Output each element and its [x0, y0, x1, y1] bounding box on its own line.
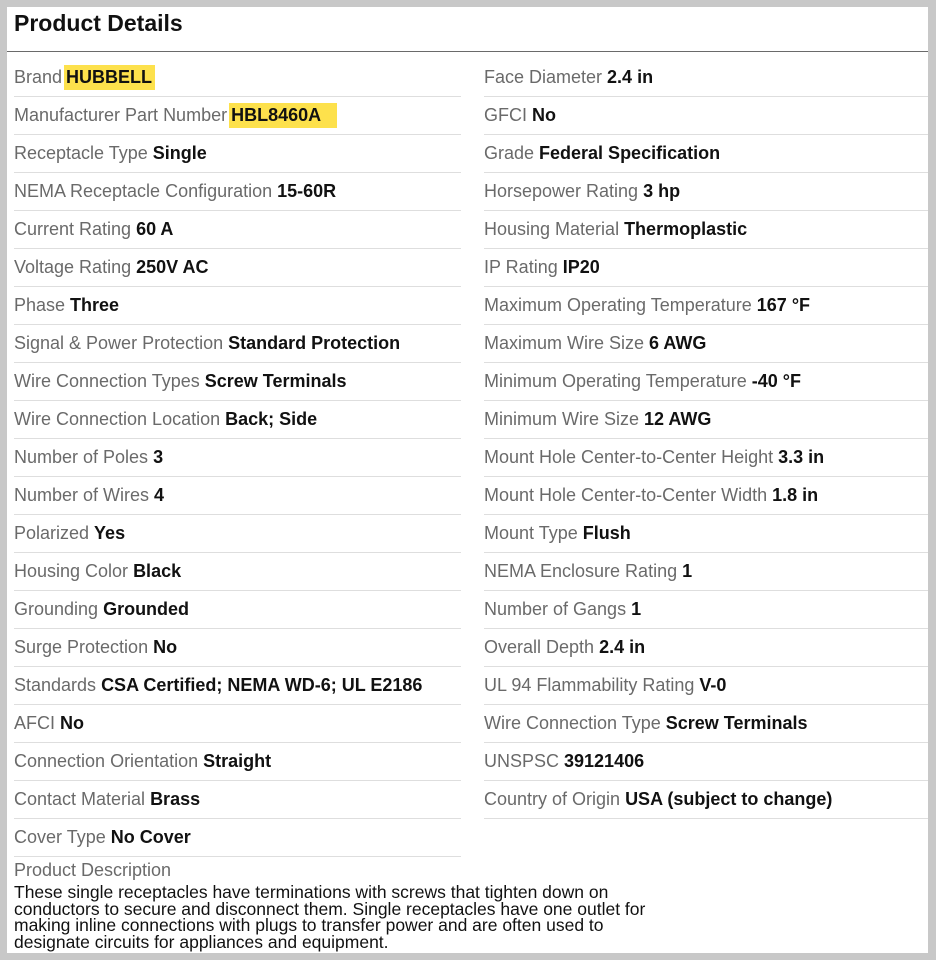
spec-row-phase — [14, 287, 461, 325]
spec-value: 2.4 in — [599, 637, 646, 657]
spec-row-polarized — [14, 515, 461, 553]
spec-value: No — [60, 713, 85, 733]
spec-value: 6 AWG — [649, 333, 707, 353]
spec-row-manufacturer-part-number — [14, 97, 461, 135]
spec-row-nema-enclosure-rating — [484, 553, 928, 591]
spec-label: Cover Type — [14, 827, 106, 847]
spec-value: Screw Terminals — [204, 371, 347, 391]
spec-label: Current Rating — [14, 219, 132, 239]
page-title: Product Details — [14, 10, 183, 36]
title-divider — [7, 51, 928, 52]
spec-row-ul94-flammability-rating — [484, 667, 928, 705]
spec-row-minimum-operating-temperature — [484, 363, 928, 401]
spec-label: NEMA Enclosure Rating — [484, 561, 678, 581]
spec-row-mount-type — [484, 515, 928, 553]
spec-value: Single — [152, 143, 207, 163]
spec-label: Contact Material — [14, 789, 146, 809]
spec-value: 3 — [153, 447, 164, 467]
spec-label: Receptacle Type — [14, 143, 148, 163]
spec-row-maximum-operating-temperature — [484, 287, 928, 325]
spec-row-cover-type — [14, 819, 461, 857]
spec-value: Flush — [582, 523, 631, 543]
spec-row-standards — [14, 667, 461, 705]
spec-label: Horsepower Rating — [484, 181, 639, 201]
spec-value: 3 hp — [643, 181, 681, 201]
spec-label: UNSPSC — [484, 751, 560, 771]
spec-label: Standards — [14, 675, 97, 695]
spec-value: Straight — [203, 751, 272, 771]
spec-value: Thermoplastic — [624, 219, 748, 239]
spec-label: NEMA Receptacle Configuration — [14, 181, 273, 201]
spec-row-number-of-wires — [14, 477, 461, 515]
spec-label: Voltage Rating — [14, 257, 132, 277]
spec-row-wire-connection-location — [14, 401, 461, 439]
spec-label: Wire Connection Type — [484, 713, 661, 733]
spec-row-horsepower-rating — [484, 173, 928, 211]
spec-row-wire-connection-type — [484, 705, 928, 743]
spec-row-gfci — [484, 97, 928, 135]
spec-row-housing-material — [484, 211, 928, 249]
spec-label: Manufacturer Part Number — [14, 105, 228, 125]
spec-label: Minimum Wire Size — [484, 409, 640, 429]
spec-value: 167 °F — [756, 295, 811, 315]
spec-label: Grounding — [14, 599, 99, 619]
spec-value: No — [532, 105, 556, 125]
spec-label: AFCI — [14, 713, 56, 733]
spec-value: USA (subject to change) — [625, 789, 833, 809]
spec-label: Country of Origin — [484, 789, 621, 809]
spec-row-mount-hole-width — [484, 477, 928, 515]
spec-value: Black — [133, 561, 182, 581]
spec-value: No Cover — [110, 827, 191, 847]
spec-row-country-of-origin — [484, 781, 928, 819]
spec-label: Housing Material — [484, 219, 620, 239]
spec-row-contact-material — [14, 781, 461, 819]
spec-value: V-0 — [699, 675, 727, 695]
spec-value: 60 A — [136, 219, 174, 239]
spec-value: Back; Side — [225, 409, 318, 429]
spec-label: Number of Gangs — [484, 599, 627, 619]
spec-label: Housing Color — [14, 561, 129, 581]
spec-label: Signal & Power Protection — [14, 333, 224, 353]
spec-row-wire-connection-types — [14, 363, 461, 401]
spec-value: -40 °F — [751, 371, 801, 391]
spec-row-connection-orientation — [14, 743, 461, 781]
part-number-value-highlighted: HBL8460A — [229, 103, 337, 128]
spec-row-face-diameter — [484, 59, 928, 97]
spec-label: Overall Depth — [484, 637, 595, 657]
spec-column-right — [484, 59, 928, 819]
spec-value: 12 AWG — [644, 409, 712, 429]
spec-row-grade — [484, 135, 928, 173]
spec-row-brand — [14, 59, 461, 97]
spec-row-maximum-wire-size — [484, 325, 928, 363]
spec-value: CSA Certified; NEMA WD-6; UL E2186 — [101, 675, 423, 695]
product-description-label: Product Description — [14, 860, 172, 880]
spec-label: Mount Type — [484, 523, 578, 543]
spec-value: Brass — [150, 789, 201, 809]
spec-value: 1 — [682, 561, 693, 581]
spec-label: Minimum Operating Temperature — [484, 371, 747, 391]
brand-value-highlighted: HUBBELL — [64, 65, 155, 90]
spec-value: IP20 — [562, 257, 600, 277]
spec-row-overall-depth — [484, 629, 928, 667]
spec-value: Screw Terminals — [665, 713, 808, 733]
spec-row-number-of-gangs — [484, 591, 928, 629]
spec-label: Face Diameter — [484, 67, 603, 87]
spec-value: 1 — [631, 599, 642, 619]
spec-row-grounding — [14, 591, 461, 629]
spec-label: Number of Wires — [14, 485, 150, 505]
spec-row-mount-hole-height — [484, 439, 928, 477]
spec-label: IP Rating — [484, 257, 558, 277]
spec-row-receptacle-type — [14, 135, 461, 173]
spec-row-afci — [14, 705, 461, 743]
spec-label: Wire Connection Location — [14, 409, 221, 429]
spec-value: Three — [70, 295, 120, 315]
spec-row-minimum-wire-size — [484, 401, 928, 439]
product-description-text: These single receptacles have terminations with screws that tighten down on conductors to secure and disconnect them. Single receptacles have one outlet for making inline connections with plugs to transfer power and are often used to designate circuits for appliances and equipment. — [14, 882, 646, 952]
spec-value: Grounded — [103, 599, 190, 619]
spec-value: 250V AC — [136, 257, 209, 277]
spec-value: 4 — [154, 485, 165, 505]
spec-label: Polarized — [14, 523, 90, 543]
spec-label: GFCI — [484, 105, 527, 125]
spec-label: Grade — [484, 143, 535, 163]
spec-row-housing-color — [14, 553, 461, 591]
spec-label: Wire Connection Types — [14, 371, 200, 391]
spec-value: Federal Specification — [539, 143, 721, 163]
spec-row-signal-power-protection — [14, 325, 461, 363]
spec-value: No — [153, 637, 178, 657]
spec-row-current-rating — [14, 211, 461, 249]
spec-value: 1.8 in — [772, 485, 819, 505]
spec-value: Yes — [94, 523, 126, 543]
spec-label: Maximum Wire Size — [484, 333, 645, 353]
spec-row-nema-receptacle-configuration — [14, 173, 461, 211]
spec-row-voltage-rating — [14, 249, 461, 287]
spec-label: Maximum Operating Temperature — [484, 295, 752, 315]
spec-row-surge-protection — [14, 629, 461, 667]
spec-row-unspsc — [484, 743, 928, 781]
spec-label: Phase — [14, 295, 66, 315]
spec-value: Standard Protection — [228, 333, 401, 353]
spec-label: Brand — [14, 67, 63, 87]
spec-label: Number of Poles — [14, 447, 149, 467]
spec-row-number-of-poles — [14, 439, 461, 477]
spec-row-ip-rating — [484, 249, 928, 287]
spec-value: 15-60R — [277, 181, 337, 201]
spec-label: Mount Hole Center-to-Center Height — [484, 447, 774, 467]
spec-label: Connection Orientation — [14, 751, 199, 771]
spec-label: UL 94 Flammability Rating — [484, 675, 695, 695]
spec-value: 3.3 in — [778, 447, 825, 467]
spec-value: 2.4 in — [607, 67, 654, 87]
spec-label: Mount Hole Center-to-Center Width — [484, 485, 768, 505]
spec-label: Surge Protection — [14, 637, 149, 657]
spec-column-left — [14, 59, 461, 857]
spec-value: 39121406 — [564, 751, 645, 771]
product-details-panel — [7, 7, 928, 953]
